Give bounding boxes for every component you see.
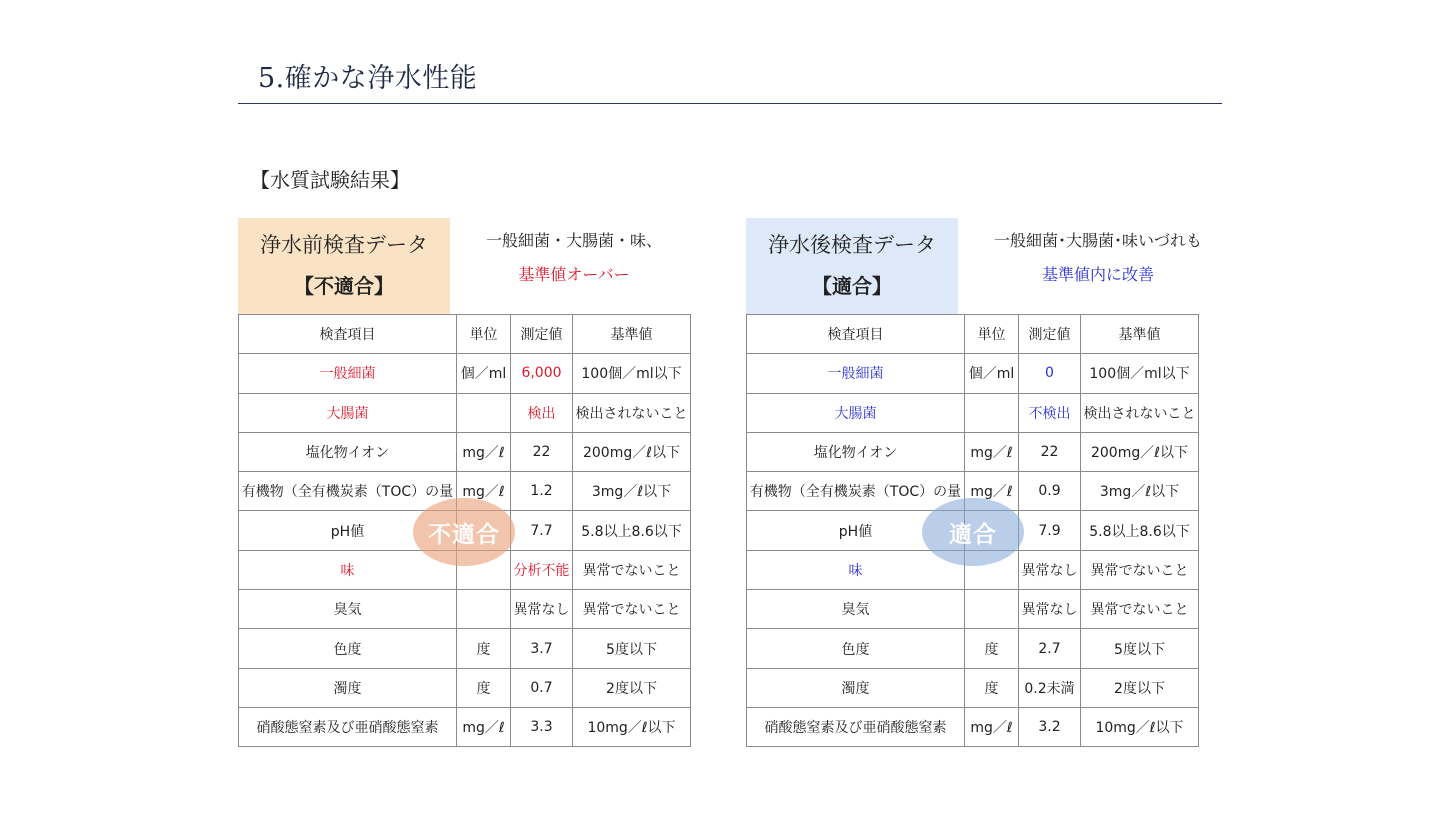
- cell-standard: 検出されないこと: [1081, 393, 1199, 432]
- before-header-title: 浄水前検査データ: [260, 232, 428, 257]
- table-row: [747, 354, 1199, 393]
- cell-item: 硝酸態窒素及び亜硝酸態窒素: [239, 707, 457, 746]
- cell-unit: [457, 393, 511, 432]
- cell-value: 異常なし: [1019, 550, 1081, 589]
- cell-unit: mg／ℓ: [457, 472, 511, 511]
- cell-item: pH値: [239, 511, 457, 550]
- cell-value: 異常なし: [1019, 590, 1081, 629]
- after-pass-stamp: 適合: [922, 498, 1024, 566]
- cell-item: 色度: [747, 629, 965, 668]
- cell-unit: 個／ml: [965, 354, 1019, 393]
- cell-item: 塩化物イオン: [239, 432, 457, 471]
- table-row: [239, 629, 691, 668]
- cell-item: 塩化物イオン: [747, 432, 965, 471]
- cell-item: 味: [239, 550, 457, 589]
- cell-unit: mg／ℓ: [965, 707, 1019, 746]
- cell-standard: 10mg／ℓ以下: [1081, 707, 1199, 746]
- cell-value: 3.3: [511, 707, 573, 746]
- cell-item: 味: [747, 550, 965, 589]
- after-header-unit: 単位: [965, 315, 1019, 354]
- after-header-title: 浄水後検査データ: [768, 232, 936, 257]
- cell-unit: 度: [457, 668, 511, 707]
- cell-standard: 2度以下: [1081, 668, 1199, 707]
- cell-item: 色度: [239, 629, 457, 668]
- cell-value: 不検出: [1019, 393, 1081, 432]
- cell-value: 22: [511, 432, 573, 471]
- table-row: [747, 393, 1199, 432]
- cell-unit: mg／ℓ: [457, 707, 511, 746]
- cell-standard: 異常でないこと: [573, 550, 691, 589]
- before-header-item: 検査項目: [239, 315, 457, 354]
- cell-item: 一般細菌: [747, 354, 965, 393]
- cell-item: 一般細菌: [239, 354, 457, 393]
- table-row: [239, 354, 691, 393]
- cell-value: 3.7: [511, 629, 573, 668]
- before-header-box: [238, 218, 450, 314]
- table-row: [239, 432, 691, 471]
- cell-value: 3.2: [1019, 707, 1081, 746]
- cell-item: 有機物（全有機炭素（TOC）の量: [747, 472, 965, 511]
- before-header-unit: 単位: [457, 315, 511, 354]
- cell-standard: 200mg／ℓ以下: [1081, 432, 1199, 471]
- table-row: [239, 668, 691, 707]
- cell-unit: mg／ℓ: [457, 432, 511, 471]
- table-row: [747, 668, 1199, 707]
- cell-standard: 5度以下: [1081, 629, 1199, 668]
- cell-item: 臭気: [747, 590, 965, 629]
- after-verdict: 【適合】: [812, 274, 892, 299]
- after-note-line2: 基準値内に改善: [1041, 265, 1154, 284]
- cell-unit: [457, 590, 511, 629]
- cell-value: 0.2未満: [1019, 668, 1081, 707]
- table-row: [747, 707, 1199, 746]
- cell-item: 臭気: [239, 590, 457, 629]
- cell-item: 大腸菌: [747, 393, 965, 432]
- table-row: [239, 393, 691, 432]
- cell-unit: 個／ml: [457, 354, 511, 393]
- cell-value: 分析不能: [511, 550, 573, 589]
- cell-standard: 2度以下: [573, 668, 691, 707]
- cell-standard: 異常でないこと: [1081, 590, 1199, 629]
- before-note-line1: 一般細菌・大腸菌・味、: [485, 231, 662, 250]
- cell-item: 濁度: [747, 668, 965, 707]
- cell-standard: 5度以下: [573, 629, 691, 668]
- cell-unit: 度: [965, 629, 1019, 668]
- cell-item: 有機物（全有機炭素（TOC）の量: [239, 472, 457, 511]
- cell-standard: 異常でないこと: [573, 590, 691, 629]
- cell-standard: 検出されないこと: [573, 393, 691, 432]
- before-fail-stamp: 不適合: [413, 498, 515, 566]
- cell-value: 7.7: [511, 511, 573, 550]
- cell-item: 硝酸態窒素及び亜硝酸態窒素: [747, 707, 965, 746]
- after-header-value: 測定値: [1019, 315, 1081, 354]
- cell-unit: mg／ℓ: [965, 472, 1019, 511]
- cell-value: 7.9: [1019, 511, 1081, 550]
- before-header-value: 測定値: [511, 315, 573, 354]
- cell-unit: 度: [965, 668, 1019, 707]
- after-note: [978, 230, 1218, 286]
- table-row: [747, 590, 1199, 629]
- section-heading: 【水質試験結果】: [250, 168, 410, 192]
- cell-value: 2.7: [1019, 629, 1081, 668]
- after-note-line1: 一般細菌･大腸菌･味いづれも: [993, 231, 1202, 250]
- cell-value: 0.7: [511, 668, 573, 707]
- after-header-box: [746, 218, 958, 314]
- before-verdict: 【不適合】: [294, 274, 394, 299]
- after-header-standard: 基準値: [1081, 315, 1199, 354]
- cell-standard: 200mg／ℓ以下: [573, 432, 691, 471]
- cell-value: 0: [1019, 354, 1081, 393]
- cell-unit: [965, 590, 1019, 629]
- cell-value: 異常なし: [511, 590, 573, 629]
- cell-standard: 10mg／ℓ以下: [573, 707, 691, 746]
- cell-standard: 異常でないこと: [1081, 550, 1199, 589]
- table-row: [747, 629, 1199, 668]
- cell-value: 検出: [511, 393, 573, 432]
- title-divider: [238, 103, 1222, 104]
- cell-standard: 3mg／ℓ以下: [573, 472, 691, 511]
- cell-value: 6,000: [511, 354, 573, 393]
- cell-unit: [965, 393, 1019, 432]
- slide-title: 5.確かな浄水性能: [258, 63, 478, 94]
- table-row: [239, 707, 691, 746]
- cell-unit: 度: [457, 629, 511, 668]
- before-note: [454, 230, 694, 286]
- cell-standard: 100個／ml以下: [573, 354, 691, 393]
- before-note-line2: 基準値オーバー: [518, 265, 630, 284]
- table-row: [747, 432, 1199, 471]
- after-header-item: 検査項目: [747, 315, 965, 354]
- cell-standard: 5.8以上8.6以下: [573, 511, 691, 550]
- before-header-standard: 基準値: [573, 315, 691, 354]
- cell-value: 1.2: [511, 472, 573, 511]
- cell-item: pH値: [747, 511, 965, 550]
- cell-item: 濁度: [239, 668, 457, 707]
- table-row: [239, 590, 691, 629]
- cell-value: 22: [1019, 432, 1081, 471]
- cell-standard: 100個／ml以下: [1081, 354, 1199, 393]
- cell-standard: 3mg／ℓ以下: [1081, 472, 1199, 511]
- cell-value: 0.9: [1019, 472, 1081, 511]
- cell-unit: mg／ℓ: [965, 432, 1019, 471]
- cell-item: 大腸菌: [239, 393, 457, 432]
- cell-standard: 5.8以上8.6以下: [1081, 511, 1199, 550]
